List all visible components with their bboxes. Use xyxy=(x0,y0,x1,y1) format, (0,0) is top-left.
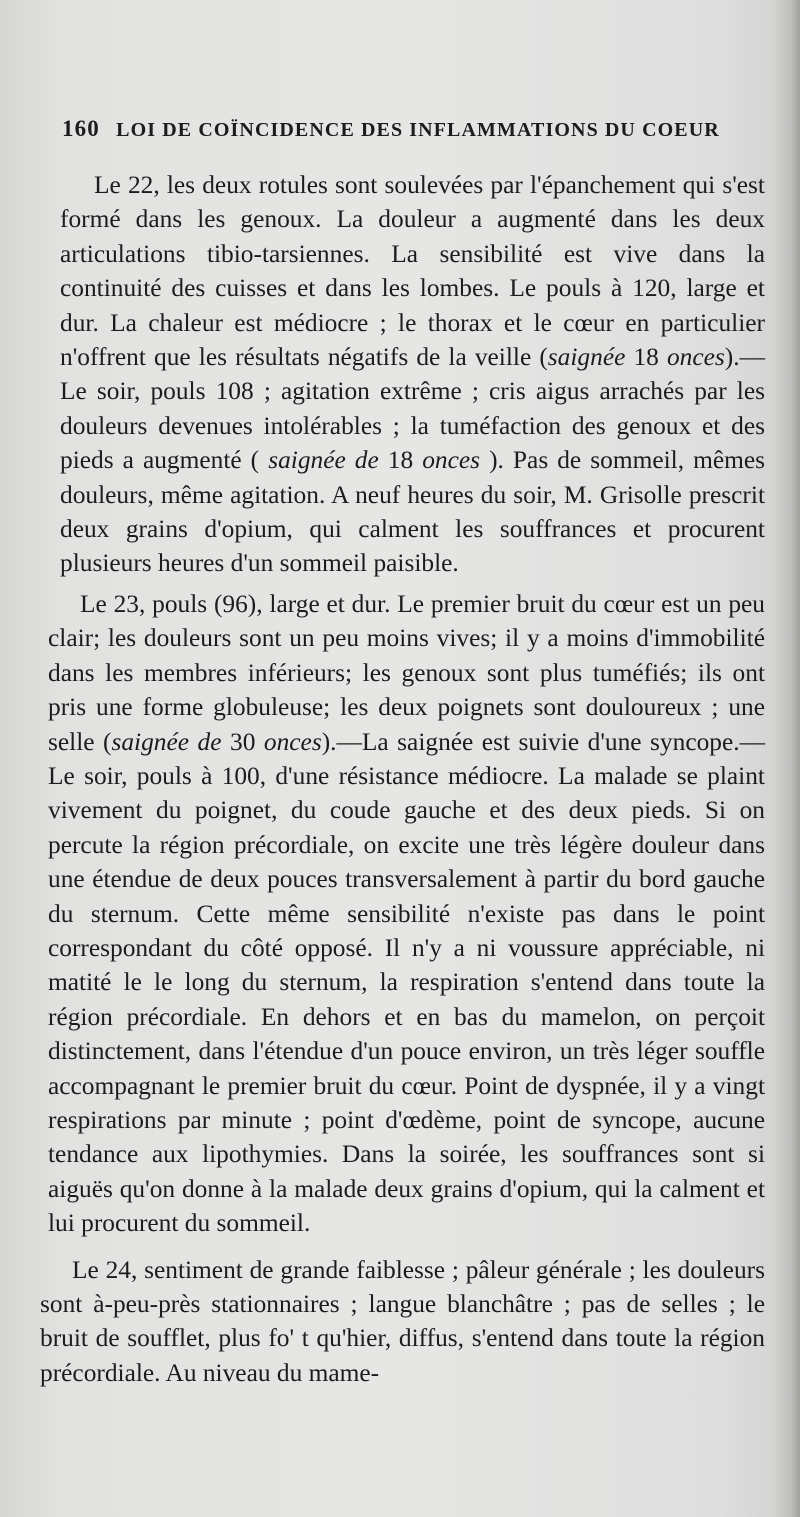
text-segment: ).—La saignée est suivie d'une syncope.—Le soir, pouls à 100, d'une résistance médiocre. La malade se plaint vivement du poignet, du coude gauche et des deux pieds. Si on percute la région précordiale, on excite une très légère douleur dans une étendue de deux pouces transversalement à partir du bord gauche du sternum. Cette même sensibilité n'existe pas dans le point correspondant du côté opposé. Il n'y a ni voussure appréciable, ni matité le le long du sternum, la respiration s'entend dans toute la région précordiale. En dehors et en bas du mamelon, on perçoit distinctement, dans l'étendue d'un pouce environ, un très léger souffle accompagnant le premier bruit du cœur. Point de dyspnée, il y a vingt respirations par minute ; point d'œdème, point de syncope, aucune tendance aux lipothymies. Dans la soirée, les souffrances sont si aiguës qu'on donne à la malade deux grains d'opium, qui la calment et lui procurent du sommeil. xyxy=(48,727,765,1238)
text-segment-italic: onces xyxy=(263,727,322,756)
body-text xyxy=(40,168,765,1390)
text-segment-italic: onces xyxy=(422,446,481,475)
text-segment: ). Pas de sommeil, mêmes douleurs, même agitation. A neuf heures du soir, M. Grisolle prescrit deux grains d'opium, qui calment les souffrances et procurent plusieurs heures d'un sommeil paisible. xyxy=(60,446,766,578)
text-segment: 18 xyxy=(378,446,423,475)
text-segment: Le 24, sentiment de grande faiblesse ; pâleur générale ; les douleurs sont à-peu-près stationnaires ; langue blanchâtre ; pas de selles ; le bruit de soufflet, plus fo' t qu'hier, diffus, s'entend dans toute la région précordiale. Au niveau du mame- xyxy=(40,1255,765,1387)
text-segment: 18 xyxy=(625,343,667,372)
paragraph-le-23 xyxy=(40,587,765,1241)
paragraph-le-22 xyxy=(40,168,765,581)
text-segment-italic: onces xyxy=(666,343,725,372)
page-number: 160 xyxy=(62,116,100,141)
text-segment: Le 22, les deux rotules sont soulevées par l'épanchement qui s'est formé dans les genoux. La douleur a augmenté dans les deux articulations tibio-tarsiennes. La sensibilité est vive dans la continuité des cuisses et dans les lombes. Le pouls à 120, large et dur. La chaleur est médiocre ; le thorax et le cœur en particulier n'offrent que les résultats négatifs de la veille ( xyxy=(60,171,765,372)
running-title: LOI DE COÏNCIDENCE DES INFLAMMATIONS DU COEUR xyxy=(116,119,720,141)
text-segment: ).— Le soir, pouls 108 ; agitation extrême ; cris aigus arrachés par les douleurs devenues intolérables ; la tuméfaction des genoux et des pieds a augmenté ( xyxy=(60,343,765,475)
text-segment: Le 23, pouls (96), large et dur. Le premier bruit du cœur est un peu clair; les douleurs sont un peu moins vives; il y a moins d'immobilité dans les membres inférieurs; les genoux sont plus tuméfiés; ils ont pris une forme globuleuse; les deux poignets sont douloureux ; une selle ( xyxy=(48,589,765,756)
text-segment-italic: saignée de xyxy=(111,727,222,756)
text-segment-italic: saignée xyxy=(547,343,626,372)
text-segment-italic: saignée de xyxy=(268,446,379,475)
text-segment: 30 xyxy=(221,727,264,756)
running-head xyxy=(62,116,726,146)
paragraph-le-24 xyxy=(40,1253,765,1391)
page-gutter-shadow xyxy=(774,0,800,1517)
